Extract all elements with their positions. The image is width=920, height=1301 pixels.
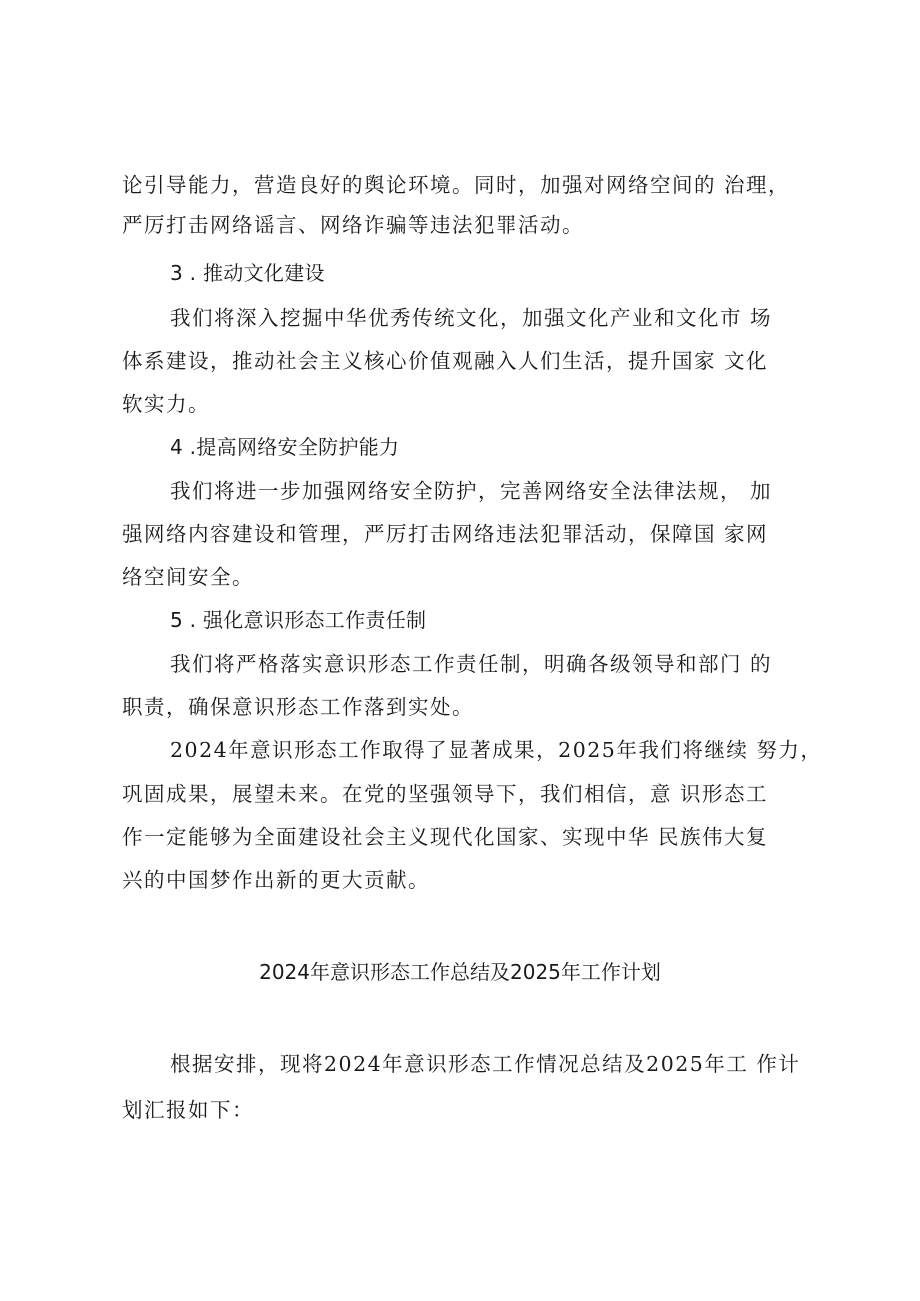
section-heading-4: 4 .提高网络安全防护能力 bbox=[170, 435, 400, 459]
paragraph-line: 职责，确保意识形态工作落到实处。 bbox=[122, 695, 474, 719]
paragraph-line: 作一定能够为全面建设社会主义现代化国家、实现中华 民族伟大复 bbox=[122, 825, 769, 849]
section-heading-5: 5 . 强化意识形态工作责任制 bbox=[170, 608, 427, 632]
paragraph-line: 体系建设，推动社会主义核心价值观融入人们生活，提升国家 文化 bbox=[122, 349, 769, 373]
document-title: 2024年意识形态工作总结及2025年工作计划 bbox=[259, 960, 661, 984]
paragraph-line: 2024年意识形态工作取得了显著成果，2025年我们将继续 努力， bbox=[170, 738, 823, 762]
paragraph-line: 我们将进一步加强网络安全防护，完善网络安全法律法规， 加 bbox=[170, 479, 773, 503]
paragraph-line: 根据安排，现将2024年意识形态工作情况总结及2025年工 作计 bbox=[170, 1052, 801, 1076]
paragraph-line: 兴的中国梦作出新的更大贡献。 bbox=[122, 868, 430, 892]
paragraph-line: 巩固成果，展望未来。在党的坚强领导下，我们相信，意 识形态工 bbox=[122, 782, 769, 806]
paragraph-line: 强网络内容建设和管理，严厉打击网络违法犯罪活动，保障国 家网 bbox=[122, 522, 769, 546]
paragraph-line: 软实力。 bbox=[122, 392, 210, 416]
paragraph-line: 划汇报如下： bbox=[122, 1098, 254, 1122]
paragraph-line: 我们将严格落实意识形态工作责任制，明确各级领导和部门 的 bbox=[170, 652, 773, 676]
paragraph-line: 论引导能力，营造良好的舆论环境。同时，加强对网络空间的 治理， bbox=[122, 173, 791, 197]
paragraph-line: 严厉打击网络谣言、网络诈骗等违法犯罪活动。 bbox=[122, 213, 584, 237]
paragraph-line: 络空间安全。 bbox=[122, 565, 254, 589]
paragraph-line: 我们将深入挖掘中华优秀传统文化，加强文化产业和文化市 场 bbox=[170, 306, 773, 330]
section-heading-3: 3 . 推动文化建设 bbox=[170, 261, 325, 285]
